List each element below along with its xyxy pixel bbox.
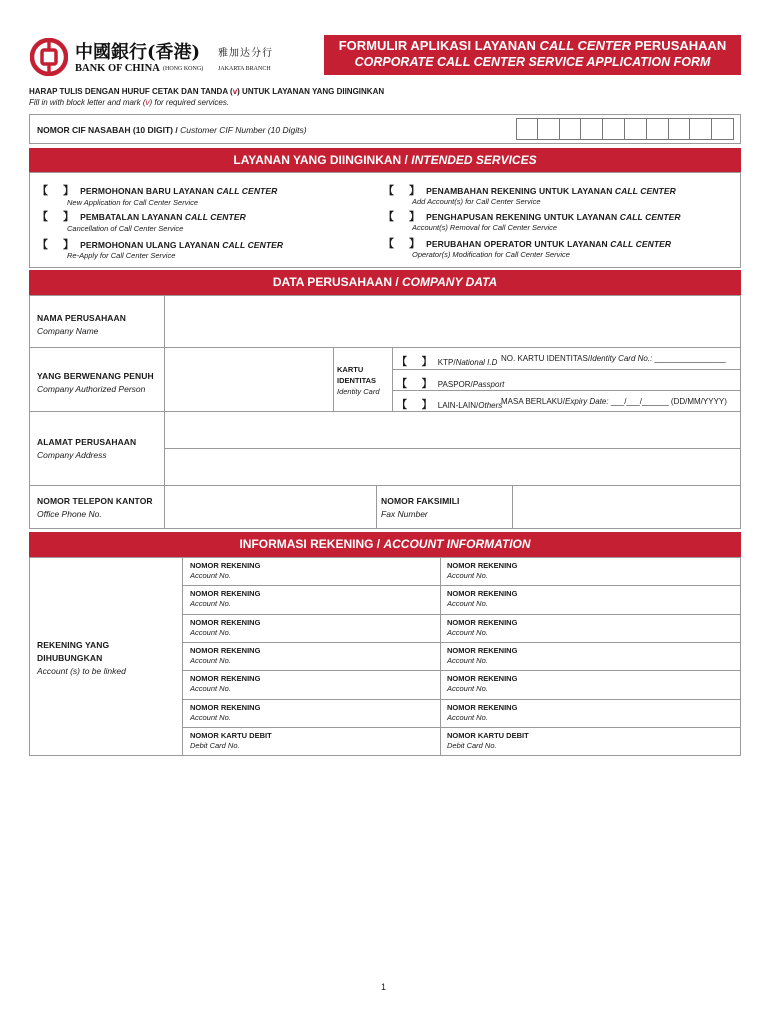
instruction-en: Fill in with block letter and mark (v) for required services.	[29, 98, 230, 107]
account-row-divider	[183, 699, 741, 700]
form-title-id: FORMULIR APLIKASI LAYANAN CALL CENTER PERUSAHAAN	[338, 38, 727, 53]
account-number-field[interactable]	[190, 618, 440, 640]
company-address-field-2[interactable]	[166, 450, 739, 484]
id-card-row-1	[392, 369, 741, 370]
account-number-field[interactable]	[447, 646, 741, 668]
account-number-field[interactable]	[190, 674, 440, 696]
account-number-label-en: Account No.	[447, 599, 488, 609]
account-row-divider	[183, 642, 741, 643]
id-option-ktp[interactable]: 【 】KTP/National I.D	[397, 357, 498, 368]
cif-digit-box[interactable]	[647, 118, 669, 140]
account-row-divider	[183, 585, 741, 586]
instruction-id: HARAP TULIS DENGAN HURUF CETAK DAN TANDA (v) UNTUK LAYANAN YANG DIINGINKAN	[29, 87, 385, 96]
service-option-reapply[interactable]: 【 】PERMOHONAN ULANG LAYANAN CALL CENTER	[37, 239, 284, 251]
account-number-field[interactable]	[447, 674, 741, 696]
logo-chinese-branch: 雅加达分行	[218, 48, 273, 59]
company-address-label: ALAMAT PERUSAHAAN Company Address	[37, 437, 137, 460]
account-number-label: NOMOR REKENING	[190, 702, 261, 712]
account-number-label: NOMOR REKENING	[190, 645, 261, 655]
account-number-label: NOMOR REKENING	[447, 645, 518, 655]
company-name-label: NAMA PERUSAHAAN Company Name	[37, 313, 127, 336]
company-label-divider	[164, 295, 165, 529]
cif-digit-box[interactable]	[581, 118, 603, 140]
company-row-divider-1	[29, 347, 741, 348]
account-number-field[interactable]	[447, 589, 741, 611]
account-number-label-en: Account No.	[190, 599, 231, 609]
logo-english-text: BANK OF CHINA	[75, 63, 160, 74]
account-number-label-en: Account No.	[447, 571, 488, 580]
cif-digit-box[interactable]	[516, 118, 538, 140]
identity-card-label: KARTU IDENTITAS Identity Card	[337, 365, 380, 396]
company-row-divider-3	[164, 448, 741, 449]
service-option-cancel[interactable]: 【 】PEMBATALAN LAYANAN CALL CENTER	[37, 211, 246, 223]
id-card-divider-right	[392, 347, 393, 411]
service-option-remove-account[interactable]: 【 】PENGHAPUSAN REKENING UNTUK LAYANAN CALL CENTER	[383, 211, 681, 223]
logo-english-region: (HONG KONG)	[163, 66, 204, 72]
service-option-operator-change-en: Operator(s) Modification for Call Center Service	[412, 250, 570, 259]
debit-card-label-en: Debit Card No.	[190, 740, 240, 750]
account-column-divider	[440, 557, 441, 756]
account-number-label-en: Account No.	[190, 655, 231, 665]
service-option-cancel-en: Cancellation of Call Center Service	[67, 224, 184, 233]
service-option-add-account[interactable]: 【 】PENAMBAHAN REKENING UNTUK LAYANAN CALL CENTER	[383, 185, 676, 197]
bank-of-china-logo-icon	[30, 38, 68, 76]
services-header-bar: LAYANAN YANG DIINGINKAN / INTENDED SERVICES	[29, 148, 741, 172]
cif-digit-box[interactable]	[625, 118, 647, 140]
account-number-label-en: Account No.	[190, 627, 231, 637]
account-number-label: NOMOR REKENING	[447, 561, 518, 570]
cif-digit-box[interactable]	[560, 118, 582, 140]
page-number: 1	[381, 982, 387, 992]
company-header-bar: DATA PERUSAHAAN / COMPANY DATA	[29, 270, 741, 295]
debit-card-label-en: Debit Card No.	[447, 740, 497, 750]
phone-fax-divider-1	[376, 485, 377, 529]
authorized-person-field[interactable]	[166, 349, 332, 410]
form-title-box	[324, 35, 741, 75]
account-row-divider	[183, 614, 741, 615]
account-number-label-en: Account No.	[190, 684, 231, 694]
debit-card-label: NOMOR KARTU DEBIT	[447, 730, 529, 740]
cif-digit-box[interactable]	[538, 118, 560, 140]
account-number-label-en: Account No.	[190, 712, 231, 722]
cif-digit-box[interactable]	[603, 118, 625, 140]
company-row-divider-4	[29, 485, 741, 486]
account-number-label-en: Account No.	[447, 712, 488, 722]
form-title-en: CORPORATE CALL CENTER SERVICE APPLICATION FORM	[354, 55, 711, 69]
service-option-reapply-en: Re-Apply for Call Center Service	[67, 251, 176, 260]
account-number-label: NOMOR REKENING	[447, 674, 518, 684]
service-option-operator-change[interactable]: 【 】PERUBAHAN OPERATOR UNTUK LAYANAN CALL CENTER	[383, 238, 672, 250]
id-option-others[interactable]: 【 】LAIN-LAIN/Others	[397, 400, 503, 411]
cif-label: NOMOR CIF NASABAH (10 DIGIT) / Customer CIF Number (10 Digits)	[37, 125, 307, 135]
office-phone-field[interactable]	[166, 487, 375, 528]
logo-chinese-text: 中國銀行(香港)	[75, 42, 201, 63]
account-row-divider	[183, 727, 741, 728]
account-number-label: NOMOR REKENING	[190, 617, 261, 627]
account-number-field[interactable]	[190, 703, 440, 725]
phone-fax-divider-2	[512, 485, 513, 529]
account-row-divider	[183, 670, 741, 671]
id-card-row-2	[392, 390, 741, 391]
account-number-field[interactable]	[447, 618, 741, 640]
account-number-field[interactable]	[447, 561, 741, 583]
id-card-number[interactable]: NO. KARTU IDENTITAS/Identity Card No.: ________________	[501, 354, 726, 363]
cif-digit-box[interactable]	[669, 118, 691, 140]
linked-accounts-label: REKENING YANG DIHUBUNGKAN Account (s) to be linked	[37, 640, 126, 676]
service-option-new[interactable]: 【 】PERMOHONAN BARU LAYANAN CALL CENTER	[37, 185, 278, 197]
service-option-remove-account-en: Account(s) Removal for Call Center Service	[412, 223, 558, 232]
office-phone-label: NOMOR TELEPON KANTOR Office Phone No.	[37, 496, 153, 519]
account-header-bar: INFORMASI REKENING / ACCOUNT INFORMATION	[29, 532, 741, 557]
company-address-field-1[interactable]	[166, 413, 739, 447]
account-number-label: NOMOR REKENING	[447, 617, 518, 627]
authorized-person-label: YANG BERWENANG PENUH Company Authorized Person	[37, 371, 154, 394]
cif-digit-box[interactable]	[712, 118, 734, 140]
cif-digit-box[interactable]	[690, 118, 712, 140]
service-option-new-en: New Application for Call Center Service	[67, 198, 199, 207]
account-number-label: NOMOR REKENING	[190, 561, 261, 570]
company-row-divider-2	[29, 411, 741, 412]
account-number-label-en: Account No.	[447, 627, 488, 637]
fax-number-label: NOMOR FAKSIMILI Fax Number	[381, 496, 460, 519]
account-number-label-en: Account No.	[190, 571, 231, 580]
logo-english-branch: JAKARTA BRANCH	[218, 66, 271, 72]
id-expiry-date[interactable]: MASA BERLAKU/Expiry Date: ___/___/______ (DD/MM/YYYY)	[501, 397, 727, 406]
fax-number-field[interactable]	[514, 487, 740, 528]
account-number-field[interactable]	[447, 703, 741, 725]
account-number-label-en: Account No.	[447, 684, 488, 694]
company-name-field[interactable]	[166, 297, 739, 345]
account-number-label: NOMOR REKENING	[447, 702, 518, 712]
debit-card-field[interactable]	[447, 731, 741, 753]
id-option-passport[interactable]: 【 】PASPOR/Passport	[397, 379, 505, 390]
account-number-field[interactable]	[190, 561, 440, 583]
account-number-label: NOMOR REKENING	[190, 674, 261, 684]
debit-card-field[interactable]	[190, 731, 440, 753]
debit-card-label: NOMOR KARTU DEBIT	[190, 730, 272, 740]
account-number-label: NOMOR REKENING	[447, 589, 518, 599]
account-number-field[interactable]	[190, 589, 440, 611]
account-number-field[interactable]	[190, 646, 440, 668]
bank-logo	[30, 38, 280, 78]
account-number-label: NOMOR REKENING	[190, 589, 261, 599]
service-option-add-account-en: Add Account(s) for Call Center Service	[412, 197, 541, 206]
account-number-label-en: Account No.	[447, 655, 488, 665]
id-card-divider-left	[333, 347, 334, 411]
